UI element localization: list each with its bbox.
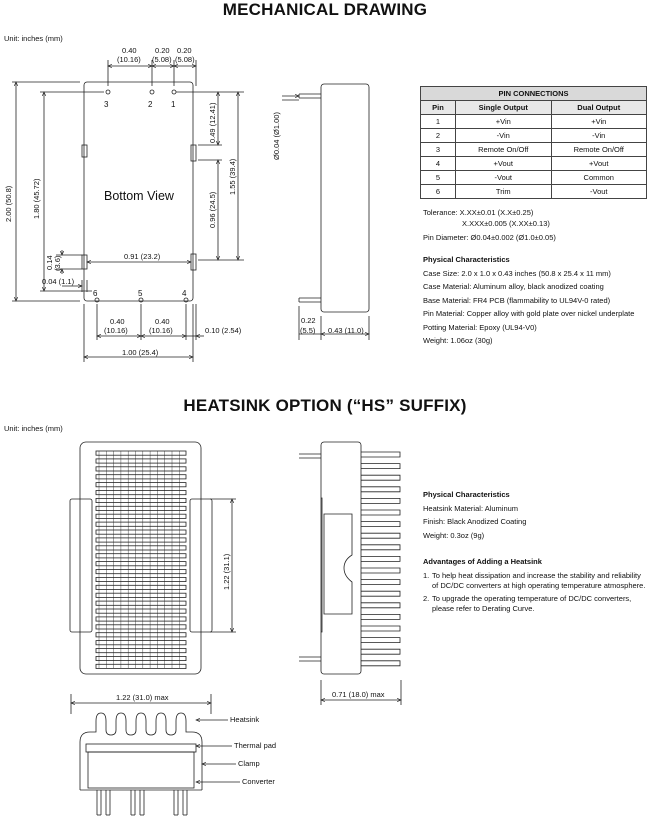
pin-table-row [421,129,647,143]
pin-table-header-single: Single Output [456,101,552,115]
dim-200: 2.00 (50.8) [4,185,13,222]
tab-right-lower [191,254,196,270]
dim-096: 0.96 (24.5) [208,191,217,228]
heatsink-side-fin [361,614,400,619]
heatsink-physical-characteristics [423,488,649,542]
advantages-heading: Advantages of Adding a Heatsink [423,557,542,566]
pin-label-2: 2 [148,100,153,109]
heatsink-side-fin [361,487,400,492]
heatsink-fin [96,506,186,510]
heatsink-option-title: HEATSINK OPTION (“HS” SUFFIX) [183,396,467,415]
heatsink-side-fin [361,626,400,631]
pin-number-cell: 3 [421,143,456,157]
heatsink-fin [96,577,186,581]
label-thermal-pad: Thermal pad [234,741,277,750]
heatsink-fin [96,609,186,613]
pin-label-5: 5 [138,289,143,298]
pin-table-row [421,171,647,185]
heatsink-side-fin [361,522,400,527]
pin-label-6: 6 [93,289,98,298]
tolerance-block [423,207,649,243]
dim-top-020b-mm: (5.08) [175,55,195,64]
heatsink-fin [96,522,186,526]
heatsink-fin [96,546,186,550]
heatsink-fin [96,538,186,542]
dim-091: 0.91 (23.2) [124,252,161,261]
heatsink-fin [96,649,186,653]
pin-table-caption: PIN CONNECTIONS [421,87,647,101]
pin-connections-table [420,86,647,199]
physical-characteristic-line: Case Material: Aluminum alloy, black anodized coating [423,282,604,291]
physical-characteristic-line: Weight: 1.06oz (30g) [423,336,493,345]
pin-number-cell: 5 [421,171,456,185]
physical-characteristic-line: Pin Material: Copper alloy with gold plate over nickel underplate [423,309,635,318]
heatsink-fin [96,593,186,597]
heatsink-physical-heading: Physical Characteristics [423,490,510,499]
pin-table-header-dual: Dual Output [551,101,647,115]
heatsink-fin [96,467,186,471]
heatsink-side-fin [361,591,400,596]
heatsink-fin [96,625,186,629]
tolerance-line-1: Tolerance: X.XX±0.01 (X.X±0.25) [423,208,534,217]
physical-characteristic-line: Case Size: 2.0 x 1.0 x 0.43 inches (50.8 x 25.4 x 11 mm) [423,268,611,278]
single-output-cell: Trim [456,185,552,199]
pin-number-cell: 2 [421,129,456,143]
dim-040a-mm: (10.16) [104,326,128,335]
dim-010: 0.10 (2.54) [205,326,242,335]
pin-number-cell: 4 [421,157,456,171]
advantage-number: 1. [423,571,430,580]
tolerance-line-2: X.XXX±0.005 (X.XX±0.13) [462,219,550,228]
label-converter: Converter [242,777,275,786]
heatsink-fin [96,562,186,566]
heatsink-side-fin [361,603,400,608]
pin-label-4: 4 [182,289,187,298]
heatsink-fin [96,641,186,645]
label-clamp: Clamp [238,759,260,768]
dual-output-cell: +Vin [551,115,647,129]
pin-label-3: 3 [104,100,109,109]
heatsink-side-fin [361,510,400,515]
pin-table-row [421,115,647,129]
dim-hs-122-horizontal: 1.22 (31.0) max [116,693,169,702]
heatsink-fin [96,656,186,660]
dual-output-cell: -Vout [551,185,647,199]
mechanical-drawing-title: MECHANICAL DRAWING [222,0,428,19]
heatsink-side-fin [361,638,400,643]
pin-number-cell: 6 [421,185,456,199]
heatsink-side-fin [361,498,400,503]
dim-180: 1.80 (45.72) [32,178,41,219]
pin-number-cell: 1 [421,115,456,129]
advantage-item [423,571,649,591]
pin-table-row [421,185,647,199]
physical-characteristic-line: Potting Material: Epoxy (UL94-V0) [423,322,537,332]
pin-2 [150,90,154,94]
pin-label-1: 1 [171,100,176,109]
tab-right-upper [191,145,196,161]
dim-014: 0.14 [45,255,54,270]
dim-040b-mm: (10.16) [149,326,173,335]
tab-left-lower [82,255,87,269]
heatsink-fin [96,475,186,479]
heatsink-fin [96,530,186,534]
dim-pin-diameter: Ø0.04 (Ø1.00) [272,112,281,160]
dim-004: 0.04 (1.1) [42,277,75,286]
physical-characteristic-line: Base Material: FR4 PCB (flammability to UL94V-0 rated) [423,295,611,305]
heatsink-side-fin [361,533,400,538]
heatsink-fin [96,498,186,502]
heatsink-side-fin [361,464,400,469]
dim-040a: 0.40 [110,317,125,326]
advantage-text: To help heat dissipation and increase the stability and reliability of DC/DC converters at high operating temperature atmosphere. [432,571,646,590]
label-heatsink: Heatsink [230,715,260,724]
dim-049: 0.49 (12.41) [208,102,217,143]
single-output-cell: +Vout [456,157,552,171]
pin-diameter-line: Pin Diameter: Ø0.04±0.002 (Ø1.0±0.05) [423,233,556,242]
dim-040b: 0.40 [155,317,170,326]
dim-100: 1.00 (25.4) [122,348,159,357]
heatsink-characteristic-line: Weight: 0.3oz (9g) [423,530,485,540]
heatsink-top-view [70,442,236,674]
pin-table-header-pin: Pin [421,101,456,115]
dual-output-cell: -Vin [551,129,647,143]
unit-note-heatsink: Unit: inches (mm) [4,424,63,433]
dim-hs-122-vertical: 1.22 (31.1) [222,553,231,590]
heatsink-side-fin [361,580,400,585]
dim-043: 0.43 (11.0) [328,326,364,335]
heatsink-side-fin [361,649,400,654]
dim-022-mm: (5.5) [300,326,316,335]
pin-1 [172,90,176,94]
dual-output-cell: +Vout [551,157,647,171]
dim-hs-071: 0.71 (18.0) max [332,690,385,699]
heatsink-fin [96,664,186,668]
advantage-number: 2. [423,594,430,603]
pin-table-row [421,143,647,157]
heatsink-side-fin [361,568,400,573]
pin-table-row [421,157,647,171]
heatsink-side-fin [361,661,400,666]
physical-characteristics [423,253,649,348]
heatsink-side-fin [361,475,400,480]
dim-155: 1.55 (39.4) [228,158,237,195]
single-output-cell: Remote On/Off [456,143,552,157]
advantage-item [423,594,649,614]
heatsink-fin [96,483,186,487]
heatsink-fin [96,585,186,589]
single-output-cell: -Vin [456,129,552,143]
heatsink-side-fin [361,545,400,550]
dim-top-040-mm: (10.16) [117,55,141,64]
dual-output-cell: Common [551,171,647,185]
dim-top-040: 0.40 [122,46,137,55]
heatsink-fin [96,451,186,455]
heatsink-side-view [299,442,401,705]
heatsink-fin [96,554,186,558]
heatsink-fin [96,459,186,463]
dim-top-020a-mm: (5.08) [152,55,172,64]
advantage-text: To upgrade the operating temperature of DC/DC converters, please refer to Derating Curve. [432,594,632,613]
heatsink-fin [96,514,186,518]
dim-top-020b: 0.20 [177,46,192,55]
dim-014-mm: (3.6) [53,255,62,271]
dual-output-cell: Remote On/Off [551,143,647,157]
heatsink-front-view [71,694,240,815]
unit-note-top: Unit: inches (mm) [4,34,63,43]
heatsink-fin [96,633,186,637]
single-output-cell: -Vout [456,171,552,185]
single-output-cell: +Vin [456,115,552,129]
dim-top-020a: 0.20 [155,46,170,55]
bottom-view-label: Bottom View [104,189,174,203]
heatsink-advantages [423,557,649,617]
heatsink-side-fin [361,556,400,561]
heatsink-fin [96,617,186,621]
module-side-outline [321,84,369,312]
heatsink-fin [96,570,186,574]
dim-022: 0.22 [301,316,316,325]
heatsink-fin [96,491,186,495]
pin-3 [106,90,110,94]
heatsink-side-fin [361,452,400,457]
tab-left-upper [82,145,87,157]
physical-heading: Physical Characteristics [423,255,510,264]
heatsink-characteristic-line: Heatsink Material: Aluminum [423,503,519,513]
heatsink-characteristic-line: Finish: Black Anodized Coating [423,517,527,526]
heatsink-fin [96,601,186,605]
